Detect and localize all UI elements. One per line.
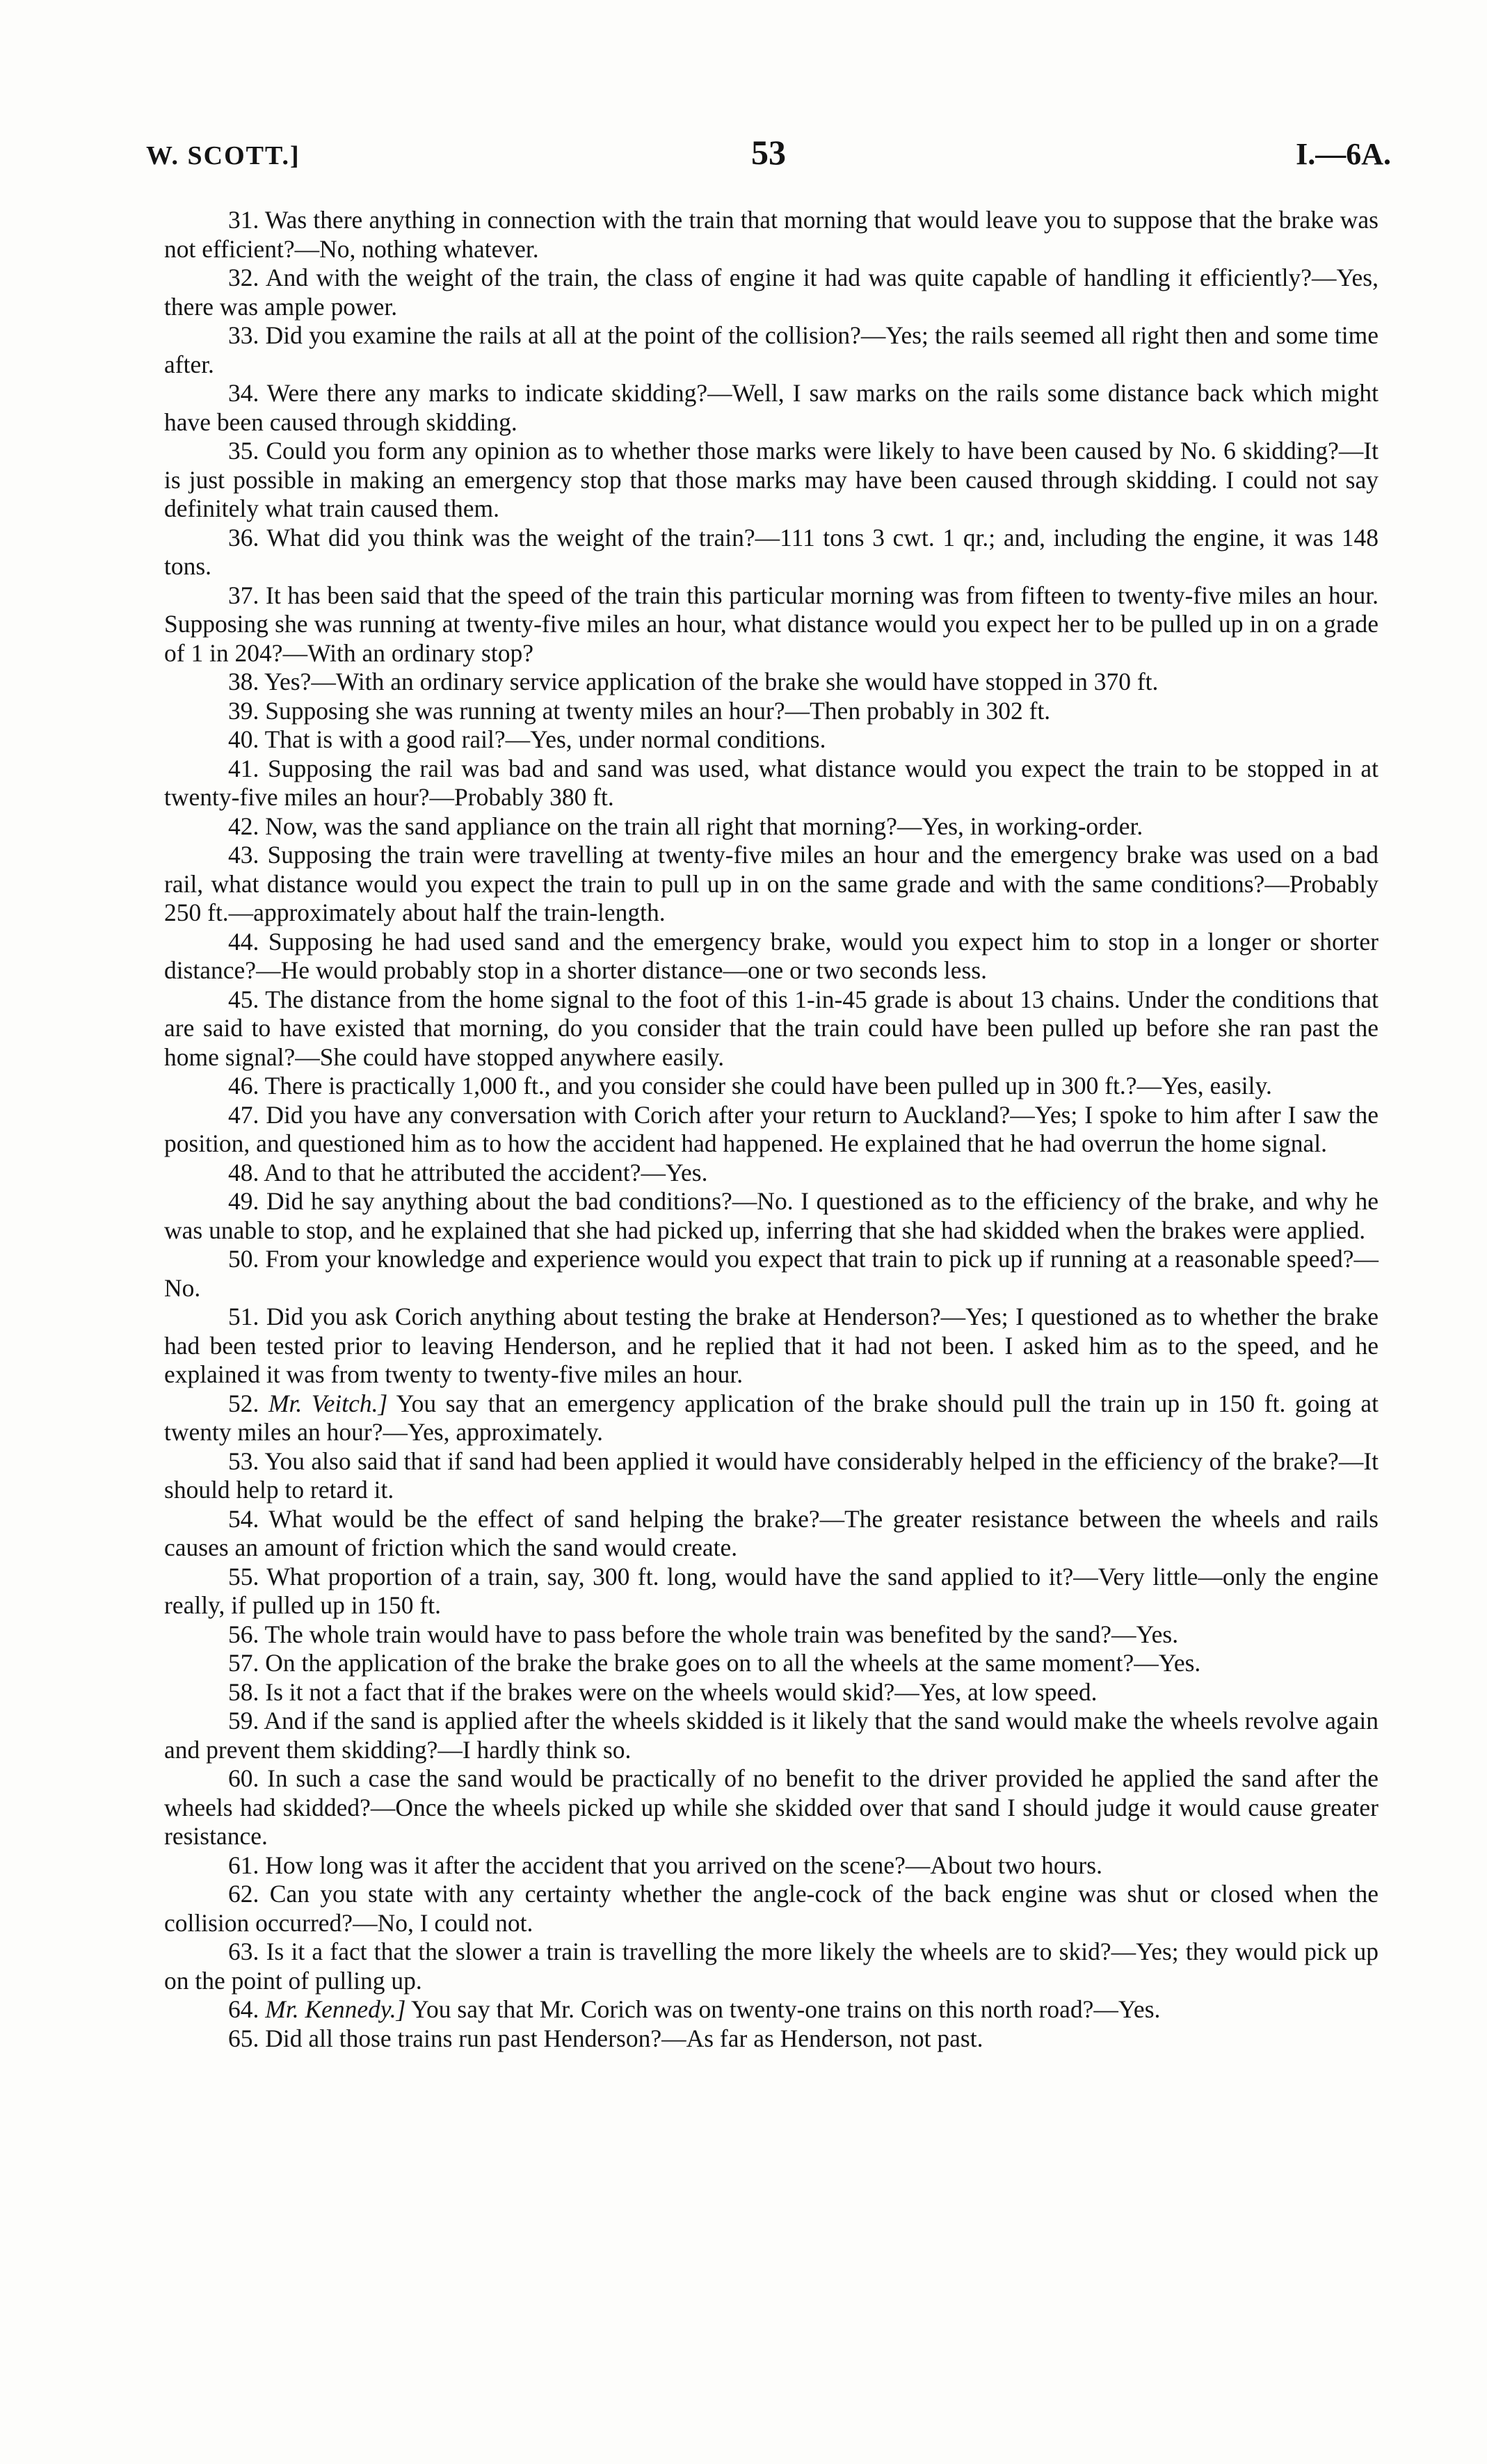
question-paragraph bbox=[164, 1187, 1379, 1245]
question-number: 45. bbox=[228, 985, 259, 1013]
question-text: Was there anything in connection with the train that morning that would leave you to suppose that the brake was not efficient?—No, nothing whatever. bbox=[164, 206, 1379, 263]
question-text: Were there any marks to indicate skidding?—Well, I saw marks on the rails some distance back which might have been caused through skidding. bbox=[164, 379, 1379, 436]
question-number: 64. bbox=[228, 1995, 259, 2023]
question-number: 61. bbox=[228, 1851, 259, 1879]
question-paragraph bbox=[164, 928, 1379, 985]
question-text: Now, was the sand appliance on the train all right that morning?—Yes, in working-order. bbox=[265, 812, 1143, 840]
question-text: Did you examine the rails at all at the point of the collision?—Yes; the rails seemed all right then and some time after. bbox=[164, 321, 1379, 378]
question-paragraph bbox=[164, 1851, 1379, 1881]
page-number: 53 bbox=[751, 133, 786, 172]
question-paragraph bbox=[164, 1995, 1379, 2024]
question-text: And to that he attributed the accident?—Yes. bbox=[264, 1158, 708, 1186]
question-number: 60. bbox=[228, 1764, 259, 1792]
question-text: What did you think was the weight of the train?—111 tons 3 cwt. 1 qr.; and, including the engine, it was 148 tons. bbox=[164, 523, 1379, 580]
question-number: 54. bbox=[228, 1504, 259, 1533]
question-text: What proportion of a train, say, 300 ft. long, would have the sand applied to it?—Very little—only the engine really, if pulled up in 150 ft. bbox=[164, 1562, 1379, 1619]
question-text: How long was it after the accident that you arrived on the scene?—About two hours. bbox=[265, 1851, 1102, 1879]
question-number: 52. bbox=[228, 1389, 259, 1417]
question-text: You say that an emergency application of the brake should pull the train up in 150 ft. going at twenty miles an hour?—Yes, approximately. bbox=[164, 1389, 1379, 1446]
question-paragraph bbox=[164, 1938, 1379, 1995]
question-paragraph bbox=[164, 1390, 1379, 1447]
question-text: Supposing she was running at twenty miles an hour?—Then probably in 302 ft. bbox=[265, 696, 1051, 725]
question-text: Did all those trains run past Henderson?—As far as Henderson, not past. bbox=[265, 2024, 983, 2052]
question-text: The distance from the home signal to the foot of this 1-in-45 grade is about 13 chains. Under the conditions that are said to have existed that morning, do you consider that the train could have been pulled up before she ran past the home signal?—She could have stopped anywhere easily. bbox=[164, 985, 1379, 1071]
question-number: 31. bbox=[228, 206, 259, 234]
question-text: You say that Mr. Corich was on twenty-one trains on this north road?—Yes. bbox=[410, 1995, 1161, 2023]
speaker-name: Mr. Veitch.] bbox=[268, 1389, 388, 1417]
question-paragraph bbox=[164, 1620, 1379, 1650]
question-number: 40. bbox=[228, 725, 259, 753]
question-paragraph bbox=[164, 1072, 1379, 1101]
speaker-name: Mr. Kennedy.] bbox=[265, 1995, 406, 2023]
question-text: The whole train would have to pass before the whole train was benefited by the sand?—Yes. bbox=[264, 1620, 1179, 1648]
question-paragraph bbox=[164, 581, 1379, 668]
question-paragraph bbox=[164, 524, 1379, 581]
question-text: Did he say anything about the bad conditions?—No. I questioned as to the efficiency of the brake, and why he was unable to stop, and he explained that she had picked up, inferring that she had skidded when the brakes were applied. bbox=[164, 1187, 1379, 1244]
testimony-text bbox=[164, 206, 1379, 2053]
question-text: Is it not a fact that if the brakes were on the wheels would skid?—Yes, at low speed. bbox=[265, 1677, 1098, 1706]
question-number: 49. bbox=[228, 1187, 259, 1215]
question-paragraph bbox=[164, 1159, 1379, 1188]
question-text: Yes?—With an ordinary service application of the brake she would have stopped in 370 ft. bbox=[264, 668, 1159, 695]
question-text: Supposing the rail was bad and sand was used, what distance would you expect the train to be stopped in at twenty-five miles an hour?—Probably 380 ft. bbox=[164, 754, 1379, 811]
question-number: 39. bbox=[228, 696, 259, 725]
question-number: 55. bbox=[228, 1562, 259, 1591]
question-number: 56. bbox=[228, 1620, 259, 1648]
question-paragraph bbox=[164, 1447, 1379, 1505]
question-text: You also said that if sand had been applied it would have considerably helped in the efficiency of the brake?—It should help to retard it. bbox=[164, 1447, 1379, 1504]
question-number: 50. bbox=[228, 1245, 259, 1273]
question-number: 48. bbox=[228, 1158, 259, 1186]
question-text: And with the weight of the train, the class of engine it had was quite capable of handling it efficiently?—Yes, there was ample power. bbox=[164, 264, 1379, 321]
question-number: 62. bbox=[228, 1880, 259, 1908]
question-number: 42. bbox=[228, 812, 259, 840]
witness-name: W. SCOTT.] bbox=[146, 141, 300, 170]
question-number: 46. bbox=[228, 1072, 259, 1100]
question-text: Is it a fact that the slower a train is travelling the more likely the wheels are to skid?—Yes; they would pick up on the point of pulling up. bbox=[164, 1938, 1379, 1995]
question-number: 44. bbox=[228, 927, 259, 956]
question-paragraph bbox=[164, 1649, 1379, 1678]
question-paragraph bbox=[164, 321, 1379, 379]
question-number: 65. bbox=[228, 2024, 259, 2052]
question-number: 59. bbox=[228, 1707, 259, 1734]
question-paragraph bbox=[164, 1563, 1379, 1620]
question-text: Supposing the train were travelling at twenty-five miles an hour and the emergency brake was used on a bad rail, what distance would you expect the train to pull up in on the same grade and with the same conditions?—Probably 250 ft.—approximately about half the train-length. bbox=[164, 841, 1379, 926]
question-paragraph bbox=[164, 1880, 1379, 1938]
question-paragraph bbox=[164, 1678, 1379, 1707]
question-paragraph bbox=[164, 668, 1379, 697]
question-number: 37. bbox=[228, 581, 259, 609]
question-text: On the application of the brake the brake goes on to all the wheels at the same moment?—Yes. bbox=[265, 1649, 1201, 1677]
question-number: 58. bbox=[228, 1677, 259, 1706]
question-number: 38. bbox=[228, 668, 259, 695]
question-paragraph bbox=[164, 264, 1379, 321]
question-paragraph bbox=[164, 379, 1379, 437]
question-paragraph bbox=[164, 2024, 1379, 2054]
question-paragraph bbox=[164, 1303, 1379, 1390]
question-text: There is practically 1,000 ft., and you consider she could have been pulled up in 300 ft.?—Yes, easily. bbox=[264, 1072, 1272, 1100]
question-number: 51. bbox=[228, 1303, 259, 1330]
question-paragraph bbox=[164, 812, 1379, 842]
question-number: 33. bbox=[228, 321, 259, 349]
question-text: Could you form any opinion as to whether those marks were likely to have been caused by No. 6 skidding?—It is just possible in making an emergency stop that those marks may have been caused through skidding. I could not say definitely what train caused them. bbox=[164, 437, 1379, 522]
question-text: It has been said that the speed of the train this particular morning was from fifteen to twenty-five miles an hour. Supposing she was running at twenty-five miles an hour, what distance would you expect her to be pulled up in on a grade of 1 in 204?—With an ordinary stop? bbox=[164, 581, 1379, 667]
question-paragraph bbox=[164, 725, 1379, 755]
question-number: 63. bbox=[228, 1938, 259, 1965]
question-number: 34. bbox=[228, 379, 259, 407]
question-paragraph bbox=[164, 206, 1379, 264]
question-text: From your knowledge and experience would you expect that train to pick up if running at a reasonable speed?—No. bbox=[164, 1245, 1379, 1302]
question-text: What would be the effect of sand helping the brake?—The greater resistance between the wheels and rails causes an amount of friction which the sand would create. bbox=[164, 1504, 1379, 1561]
page-header bbox=[146, 132, 1391, 181]
question-number: 57. bbox=[228, 1649, 259, 1677]
question-paragraph bbox=[164, 1764, 1379, 1851]
question-paragraph bbox=[164, 1101, 1379, 1159]
question-paragraph bbox=[164, 1707, 1379, 1764]
question-number: 36. bbox=[228, 523, 259, 551]
paper-reference: I.—6A. bbox=[1296, 137, 1391, 171]
question-paragraph bbox=[164, 1505, 1379, 1563]
question-text: In such a case the sand would be practically of no benefit to the driver provided he applied the sand after the wheels had skidded?—Once the wheels picked up while she skidded over that sand I should judge it would cause greater resistance. bbox=[164, 1764, 1379, 1850]
question-number: 32. bbox=[228, 264, 259, 291]
question-number: 43. bbox=[228, 841, 259, 869]
question-text: And if the sand is applied after the wheels skidded is it likely that the sand would make the wheels revolve again and prevent them skidding?—I hardly think so. bbox=[164, 1707, 1379, 1764]
question-paragraph bbox=[164, 437, 1379, 524]
question-text: Can you state with any certainty whether the angle-cock of the back engine was shut or closed when the collision occurred?—No, I could not. bbox=[164, 1880, 1379, 1937]
question-paragraph bbox=[164, 1245, 1379, 1303]
question-text: Supposing he had used sand and the emergency brake, would you expect him to stop in a longer or shorter distance?—He would probably stop in a shorter distance—one or two seconds less. bbox=[164, 927, 1379, 984]
question-text: Did you have any conversation with Corich after your return to Auckland?—Yes; I spoke to him after I saw the position, and questioned him as to how the accident had happened. He explained that he had overrun the home signal. bbox=[164, 1100, 1379, 1157]
question-number: 41. bbox=[228, 754, 259, 782]
question-paragraph bbox=[164, 985, 1379, 1072]
question-paragraph bbox=[164, 841, 1379, 928]
question-text: That is with a good rail?—Yes, under normal conditions. bbox=[264, 725, 826, 753]
question-number: 53. bbox=[228, 1447, 259, 1475]
question-number: 35. bbox=[228, 437, 259, 465]
question-text: Did you ask Corich anything about testing the brake at Henderson?—Yes; I questioned as to whether the brake had been tested prior to leaving Henderson, and he replied that it had not been. I asked him as to the speed, and he explained it was from twenty to twenty-five miles an hour. bbox=[164, 1303, 1379, 1388]
question-paragraph bbox=[164, 755, 1379, 812]
question-number: 47. bbox=[228, 1100, 259, 1129]
question-paragraph bbox=[164, 697, 1379, 726]
